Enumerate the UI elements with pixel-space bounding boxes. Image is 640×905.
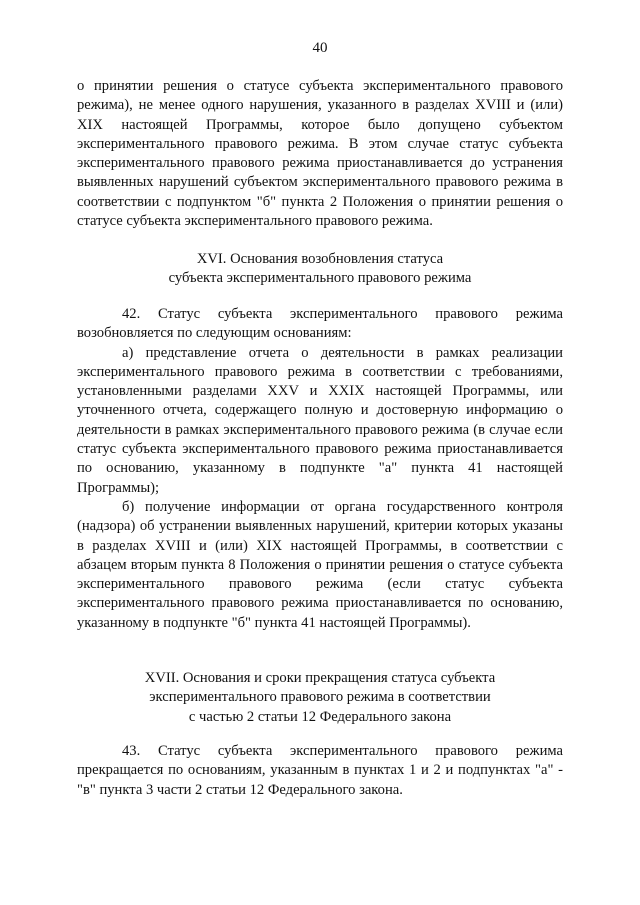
paragraph-continuation: о принятии решения о статусе субъекта экспериментального правового режима), не менее одного нарушения, указанного в разделах XVIII и (или) XIX настоящей Программы, которое было допущено субъектом экспериментального правового режима. В этом случае статус субъекта экспериментального правового режима приостанавливается до устранения выявленных нарушений субъектом экспериментального правового режима в соответствии с подпунктом "б" пункта 2 Положения о принятии решения о статусе субъекта экспериментального правового режима. [77, 78, 563, 230]
clause-42-item-a: а) представление отчета о деятельности в рамках реализации экспериментального правового режима в соответствии с требованиями, установленными разделами XXV и XXIX настоящей Программы, или уточненного отчета, содержащего полную и достоверную информацию о деятельности в рамках экспериментального правового режима (в случае если статус субъекта экспериментального правового режима приостанавливается по основанию, указанному в подпункте "а" пункта 41 настоящей Программы); [77, 344, 563, 496]
section-heading-xvii [77, 669, 563, 727]
page-number: 40 [312, 40, 328, 56]
clause-42 [77, 305, 563, 633]
clause-43 [77, 742, 563, 800]
clause-43-text: 43. Статус субъекта экспериментального правового режима прекращается по основаниям, указанным в пунктах 1 и 2 и подпунктах "а" - "в" пункта 3 части 2 статьи 12 Федерального закона. [77, 743, 563, 798]
heading-line: субъекта экспериментального правового режима [168, 270, 472, 287]
section-heading-xvi [77, 250, 563, 289]
clause-42-item-b: б) получение информации от органа государственного контроля (надзора) об устранении выявленных нарушений, критерии которых указаны в разделах XVIII и (или) XIX настоящей Программы, в соответствии с абзацем вторым пункта 8 Положения о принятии решения о статусе субъекта экспериментального правового режима (если статус субъекта экспериментального правового режима приостанавливается по основанию, указанному в подпункте "б" пункта 41 настоящей Программы). [77, 498, 563, 631]
clause-42-intro: 42. Статус субъекта экспериментального правового режима возобновляется по следующим основаниям: [77, 306, 563, 342]
heading-line: экспериментального правового режима в соответствии [149, 689, 491, 706]
section-text [77, 77, 563, 231]
heading-line: XVI. Основания возобновления статуса [196, 251, 444, 267]
heading-line: с частью 2 статьи 12 Федерального закона [188, 708, 452, 725]
heading-line: XVII. Основания и сроки прекращения статуса субъекта [144, 670, 496, 686]
